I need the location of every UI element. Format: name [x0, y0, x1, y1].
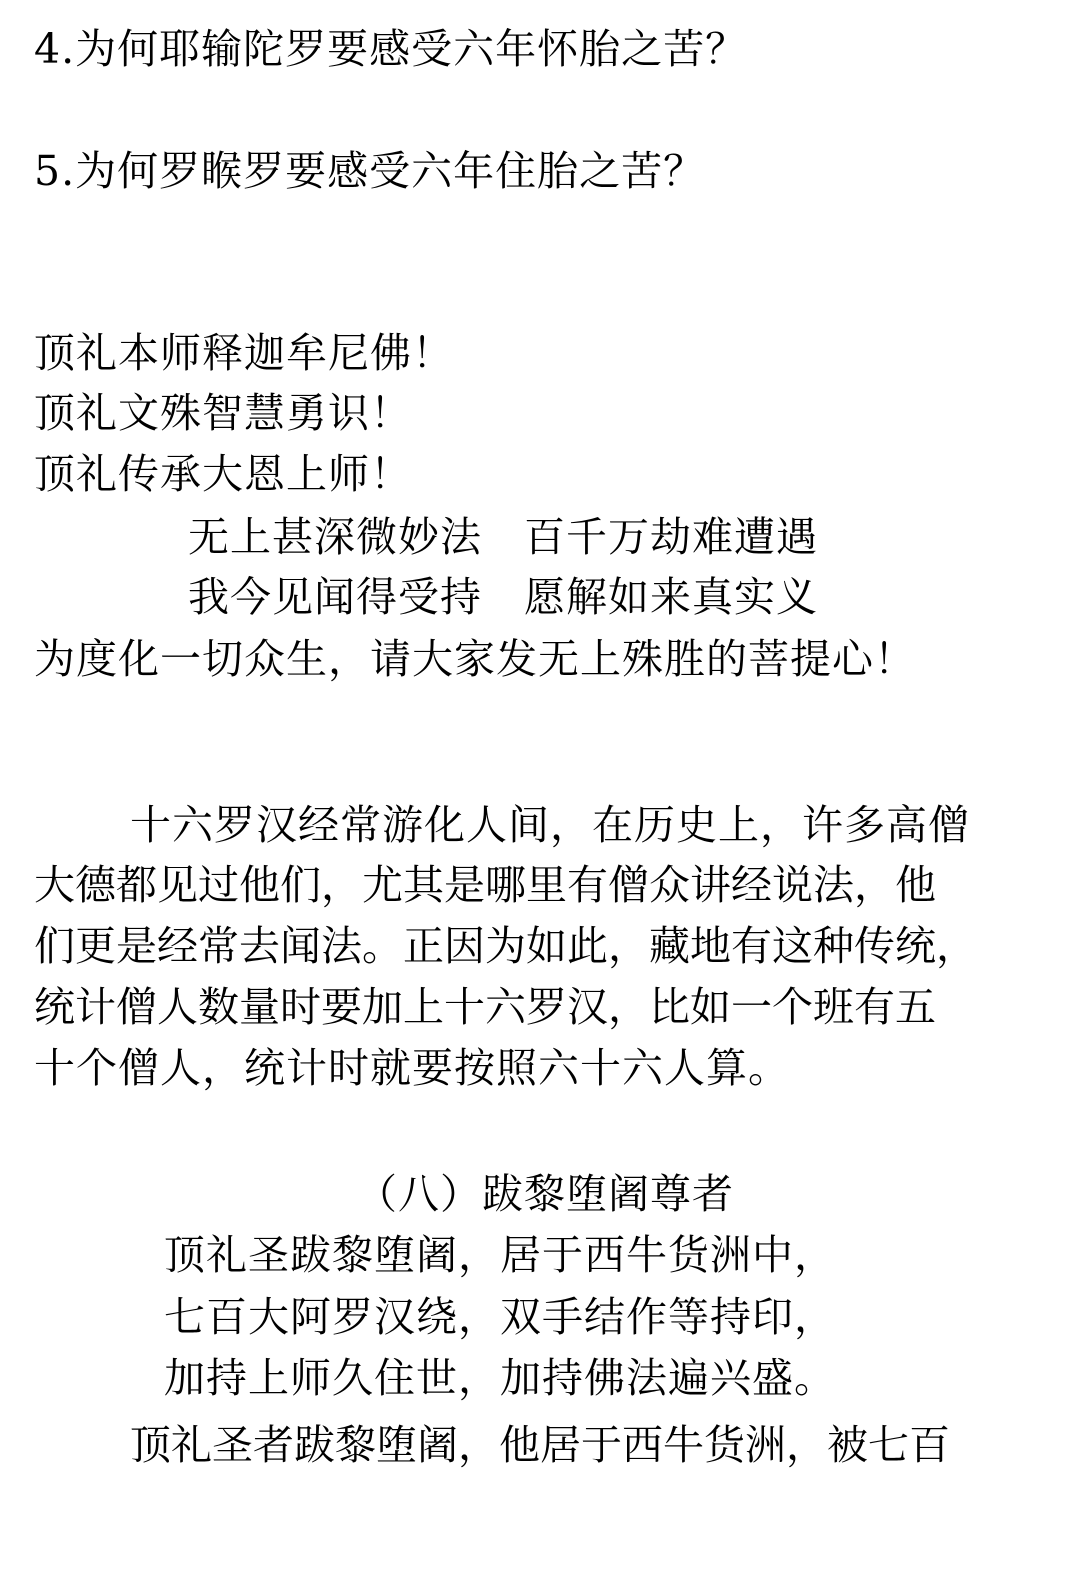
section-title: （八）跋黎堕阇尊者 [356, 1170, 734, 1218]
praise-line-3: 加持上师久住世，加持佛法遍兴盛。 [164, 1354, 836, 1402]
homage-line-2: 顶礼文殊智慧勇识！ [34, 389, 412, 437]
verse-line-1: 无上甚深微妙法 百千万劫难遭遇 [188, 513, 818, 561]
paragraph-line-2: 大德都见过他们，尤其是哪里有僧众讲经说法，他 [34, 861, 936, 909]
homage-line-1: 顶礼本师释迦牟尼佛！ [34, 329, 454, 377]
paragraph-line-4: 统计僧人数量时要加上十六罗汉，比如一个班有五 [34, 983, 936, 1031]
praise-line-2: 七百大阿罗汉绕，双手结作等持印， [164, 1293, 836, 1341]
praise-line-1: 顶礼圣跋黎堕阇，居于西牛货洲中， [164, 1231, 836, 1279]
paragraph-line-5: 十个僧人，统计时就要按照六十六人算。 [34, 1044, 790, 1092]
paragraph-line-1: 十六罗汉经常游化人间，在历史上，许多高僧 [130, 801, 970, 849]
homage-line-3: 顶礼传承大恩上师！ [34, 450, 412, 498]
paragraph-line-3: 们更是经常去闻法。正因为如此，藏地有这种传统， [34, 922, 977, 970]
verse-line-2: 我今见闻得受持 愿解如来真实义 [188, 573, 818, 621]
question-4: 4.为何耶输陀罗要感受六年怀胎之苦？ [34, 25, 748, 73]
closing-line: 顶礼圣者跋黎堕阇，他居于西牛货洲，被七百 [130, 1421, 950, 1469]
bodhicitta-line: 为度化一切众生，请大家发无上殊胜的菩提心！ [34, 635, 916, 683]
question-5: 5.为何罗睺罗要感受六年住胎之苦？ [34, 147, 706, 195]
